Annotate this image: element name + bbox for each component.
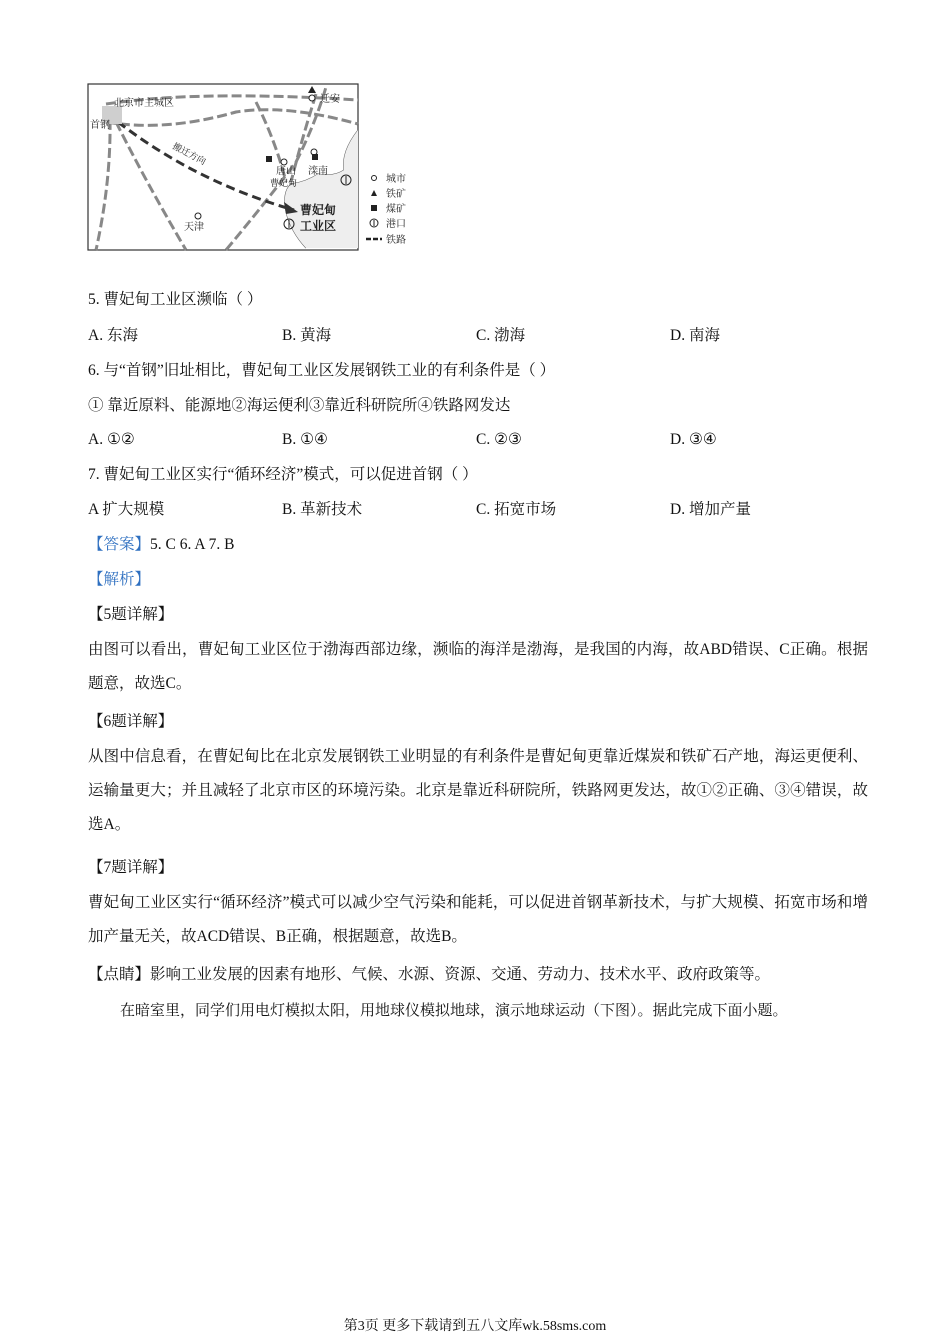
q5-option-c: C. 渤海: [476, 327, 526, 344]
label-beijing-main: 北京市主城区: [114, 98, 174, 109]
q6-option-c: C. ②③: [476, 431, 522, 448]
legend-port: 港口: [386, 219, 406, 230]
analysis-tag: 【解析】: [88, 571, 151, 588]
label-industrial-zone-line2: 工业区: [300, 219, 337, 233]
label-luannan: 滦南: [308, 166, 328, 177]
q6-option-d: D. ③④: [670, 431, 717, 448]
legend-city: 城市: [386, 174, 406, 185]
d6-title: 【6题详解】: [88, 713, 174, 730]
q5-stem: 5. 曹妃甸工业区濒临（ ）: [88, 291, 263, 308]
q5-option-a: A. 东海: [88, 327, 138, 344]
q6-option-a: A. ①②: [88, 431, 135, 448]
q7-option-a: A 扩大规模: [88, 501, 165, 518]
q7-option-d: D. 增加产量: [670, 501, 751, 518]
port-icon: [370, 219, 378, 227]
d6-text: 从图中信息看，在曹妃甸比在北京发展钢铁工业明显的有利条件是曹妃甸更靠近煤炭和铁矿石产地，海运更便利、运输量更大；并且减轻了北京市区的环境污染。北京是靠近科研院所，铁路网更发达，故①②正确、③④错误，故选A。: [88, 748, 868, 833]
q6-conditions: ① 靠近原料、能源地②海运便利③靠近科研院所④铁路网发达: [88, 397, 511, 414]
label-relocation: 搬迁方向: [170, 141, 208, 168]
legend-railway: 铁路: [386, 235, 406, 246]
map-legend: [366, 172, 406, 246]
city-qianan: [309, 95, 315, 101]
iron-mine-icon: [371, 190, 377, 196]
q5-option-b: B. 黄海: [282, 327, 332, 344]
q7-stem: 7. 曹妃甸工业区实行“循环经济”模式，可以促进首钢（ ）: [88, 466, 478, 483]
city-tangshan: [281, 159, 287, 165]
q6-stem: 6. 与“首钢”旧址相比，曹妃甸工业区发展钢铁工业的有利条件是（ ）: [88, 362, 556, 379]
tip-text: 影响工业发展的因素有地形、气候、水源、资源、交通、劳动力、技术水平、政府政策等。: [150, 966, 771, 983]
d7-text: 曹妃甸工业区实行“循环经济”模式可以减少空气污染和能耗，可以促进首钢革新技术，与扩大规模、拓宽市场和增加产量无关，故ACD错误、B正确，根据题意，故选B。: [88, 894, 868, 945]
city-icon: [372, 176, 377, 181]
q5-option-d: D. 南海: [670, 327, 720, 344]
coal-mine-tangshan: [266, 156, 272, 162]
label-qianan: 迁安: [320, 94, 340, 105]
city-tianjin: [195, 213, 201, 219]
label-tangshan: 唐山: [276, 166, 296, 177]
label-shougang: 首钢: [90, 120, 110, 131]
tip-tag: 【点睛】: [88, 966, 151, 983]
page-footer: 第3页 更多下载请到五八文库wk.58sms.com: [343, 1319, 607, 1334]
q6-option-b: B. ①④: [282, 431, 328, 448]
next-intro: 在暗室里，同学们用电灯模拟太阳，用地球仪模拟地球，演示地球运动（下图）。据此完成下面小题。: [120, 1001, 788, 1019]
tip-line: [88, 965, 770, 985]
label-industrial-zone-line1: 曹妃甸: [300, 203, 337, 217]
legend-coal: 煤矿: [386, 204, 406, 215]
d5-text: 由图可以看出，曹妃甸工业区位于渤海西部边缘，濒临的海洋是渤海，是我国的内海，故ABD错误、C正确。根据题意，故选C。: [88, 641, 868, 692]
answer-tag: 【答案】: [88, 536, 151, 553]
d5-title: 【5题详解】: [88, 606, 174, 623]
coal-mine-luannan: [312, 154, 318, 160]
legend-iron: 铁矿: [386, 189, 406, 200]
coal-mine-icon: [371, 205, 377, 211]
map-figure: [86, 82, 432, 254]
q7-option-b: B. 革新技术: [282, 501, 363, 518]
label-caofeidian-small: 曹妃甸: [270, 179, 298, 189]
d7-title: 【7题详解】: [88, 859, 174, 876]
q7-option-c: C. 拓宽市场: [476, 501, 557, 518]
label-tianjin: 天津: [184, 222, 204, 233]
answer-text: 5. C 6. A 7. B: [150, 536, 235, 553]
answer-line: [88, 535, 234, 555]
